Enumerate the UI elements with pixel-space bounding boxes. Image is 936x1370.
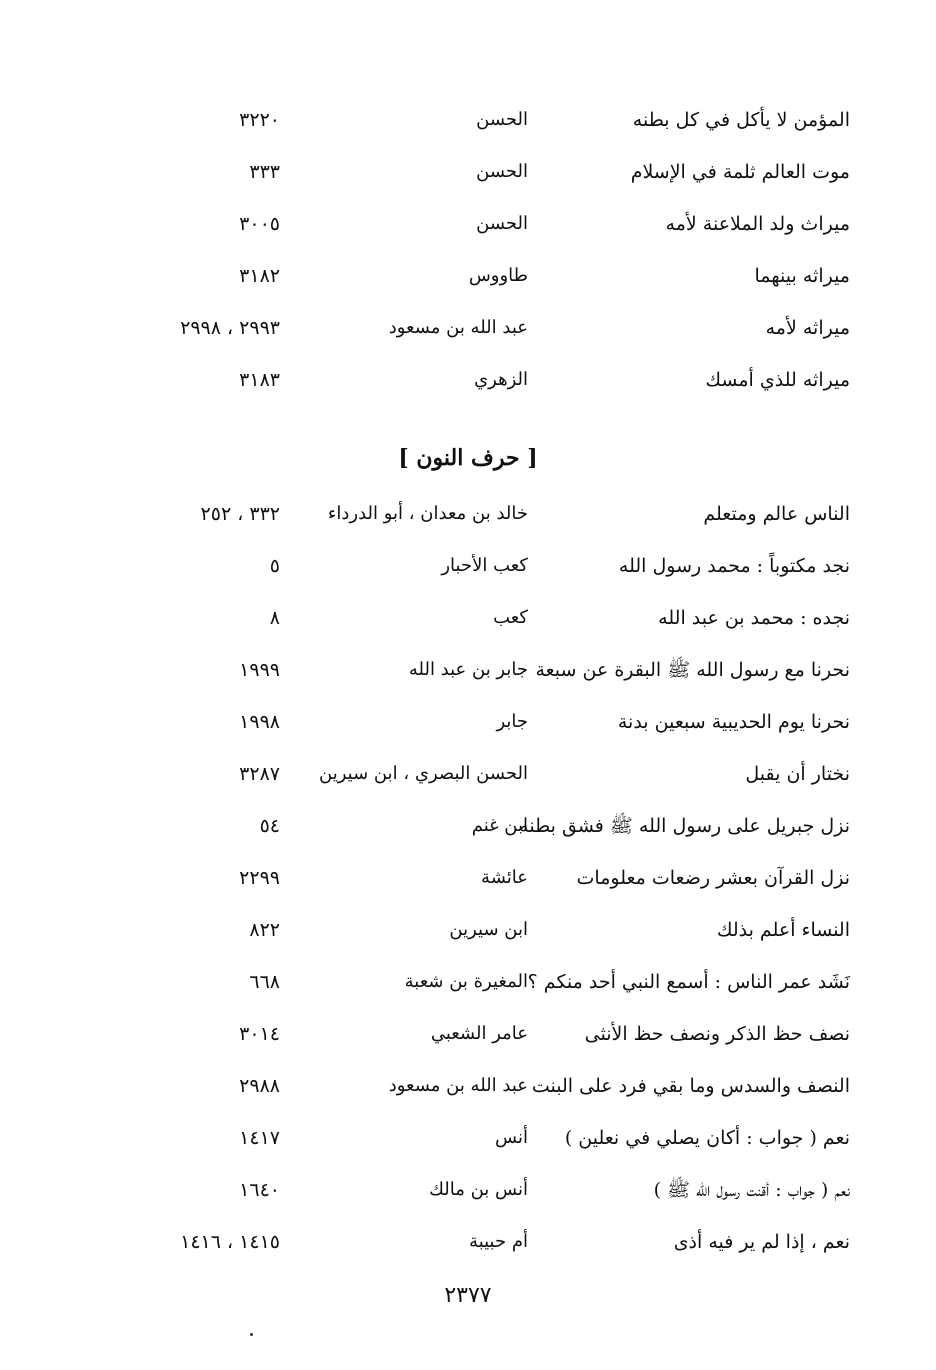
reference-numbers: ١٤١٧ [239, 1127, 280, 1149]
index-entry [0, 1112, 936, 1164]
hadith-text: نعم ، إذا لم ير فيه أذى [673, 1231, 850, 1253]
narrator: عامر الشعبي [430, 1023, 528, 1044]
index-entry [0, 852, 936, 904]
index-entry [0, 540, 936, 592]
reference-numbers: ١٩٩٩ [239, 659, 280, 681]
index-entry [0, 800, 936, 852]
index-entry [0, 904, 936, 956]
index-list-noon [0, 488, 936, 1268]
index-entry [0, 302, 936, 354]
hadith-text: الناس عالم ومتعلم [703, 503, 850, 525]
narrator: عبد الله بن مسعود [388, 317, 528, 338]
hadith-text: ميراثه لأمه [765, 317, 850, 339]
reference-numbers: ٣١٨٣ [239, 369, 280, 391]
hadith-text: النصف والسدس وما بقي فرد على البنت [531, 1075, 850, 1097]
index-entry [0, 488, 936, 540]
hadith-text: نَشَد عمر الناس : أسمع النبي أحد منكم ؟ [527, 971, 850, 993]
narrator: كعب [493, 607, 528, 628]
index-entry [0, 592, 936, 644]
index-entry [0, 644, 936, 696]
reference-numbers: ٣٣٢ ، ٢٥٢ [200, 503, 280, 525]
hadith-text: نعم ( جواب : أكان يصلي في نعلين ) [564, 1127, 850, 1149]
hadith-text: ميراثه للذي أمسك [705, 369, 850, 391]
narrator: المغيرة بن شعبة [404, 971, 528, 992]
reference-numbers: ١٩٩٨ [239, 711, 280, 733]
reference-numbers: ٣٢٢٠ [239, 109, 280, 131]
hadith-text: نجده : محمد بن عبد الله [658, 607, 850, 629]
reference-numbers: ٣٠٠٥ [239, 213, 280, 235]
index-entry [0, 94, 936, 146]
section-heading-noon: [ حرف النون ] [398, 445, 538, 471]
narrator: الحسن البصري ، ابن سيرين [319, 763, 528, 784]
hadith-text: نزل القرآن بعشر رضعات معلومات [576, 867, 850, 889]
index-entry [0, 1164, 936, 1216]
hadith-text: نصف حظ الذكر ونصف حظ الأنثى [584, 1023, 850, 1045]
hadith-text: المؤمن لا يأكل في كل بطنه [632, 109, 850, 131]
hadith-text: نختار أن يقبل [745, 763, 850, 785]
hadith-text: ميراث ولد الملاعنة لأمه [665, 213, 850, 235]
reference-numbers: ٣٢٨٧ [239, 763, 280, 785]
reference-numbers: ٣١٨٢ [239, 265, 280, 287]
narrator: الحسن [476, 161, 528, 182]
narrator: عبد الله بن مسعود [388, 1075, 528, 1096]
hadith-text: نجد مكتوباً : محمد رسول الله [618, 555, 850, 577]
narrator: الحسن [476, 213, 528, 234]
reference-numbers: ٣٣٣ [249, 161, 280, 183]
narrator: عائشة [481, 867, 528, 888]
narrator: خالد بن معدان ، أبو الدرداء [327, 503, 528, 524]
reference-numbers: ٢٩٩٣ ، ٢٩٩٨ [180, 317, 280, 339]
reference-numbers: ٢٩٨٨ [239, 1075, 280, 1097]
index-entry [0, 198, 936, 250]
index-entry [0, 1008, 936, 1060]
narrator: جابر [496, 711, 528, 732]
index-entry [0, 250, 936, 302]
page-number: ٢٣٧٧ [444, 1283, 492, 1308]
narrator: ابن غنم [471, 815, 528, 836]
reference-numbers: ٥ [269, 555, 280, 577]
hadith-text: نحرنا يوم الحديبية سبعين بدنة [617, 711, 850, 733]
reference-numbers: ٨٢٢ [249, 919, 280, 941]
hadith-text: النساء أعلم بذلك [716, 919, 850, 941]
narrator: كعب الأحبار [441, 555, 528, 576]
index-entry [0, 354, 936, 406]
reference-numbers: ٨ [269, 607, 280, 629]
reference-numbers: ١٤١٥ ، ١٤١٦ [180, 1231, 280, 1253]
reference-numbers: ٥٤ [259, 815, 280, 837]
narrator: أنس [495, 1127, 528, 1148]
narrator: الزهري [474, 369, 528, 390]
hadith-text: نحرنا مع رسول الله ﷺ البقرة عن سبعة [535, 659, 850, 681]
reference-numbers: ١٦٤٠ [239, 1179, 280, 1201]
narrator: طاووس [468, 265, 528, 286]
narrator: ابن سيرين [449, 919, 528, 940]
narrator: الحسن [476, 109, 528, 130]
narrator: جابر بن عبد الله [408, 659, 528, 680]
hadith-text: نزل جبريل على رسول الله ﷺ فشق بطنه [519, 815, 850, 837]
narrator: أنس بن مالك [429, 1179, 528, 1200]
index-list-meem [0, 94, 936, 406]
hadith-text: موت العالم ثلمة في الإسلام [630, 161, 850, 183]
reference-numbers: ٦٦٨ [249, 971, 280, 993]
print-speck [250, 1333, 253, 1336]
hadith-text: نعم ( جواب : أقنت رسول الله ﷺ ) [653, 1179, 850, 1201]
index-entry [0, 146, 936, 198]
narrator: أم حبيبة [469, 1231, 528, 1252]
reference-numbers: ٣٠١٤ [239, 1023, 280, 1045]
index-entry [0, 956, 936, 1008]
index-entry [0, 1060, 936, 1112]
index-entry [0, 696, 936, 748]
hadith-text: ميراثه بينهما [754, 265, 850, 287]
reference-numbers: ٢٢٩٩ [239, 867, 280, 889]
index-entry [0, 1216, 936, 1268]
index-entry [0, 748, 936, 800]
